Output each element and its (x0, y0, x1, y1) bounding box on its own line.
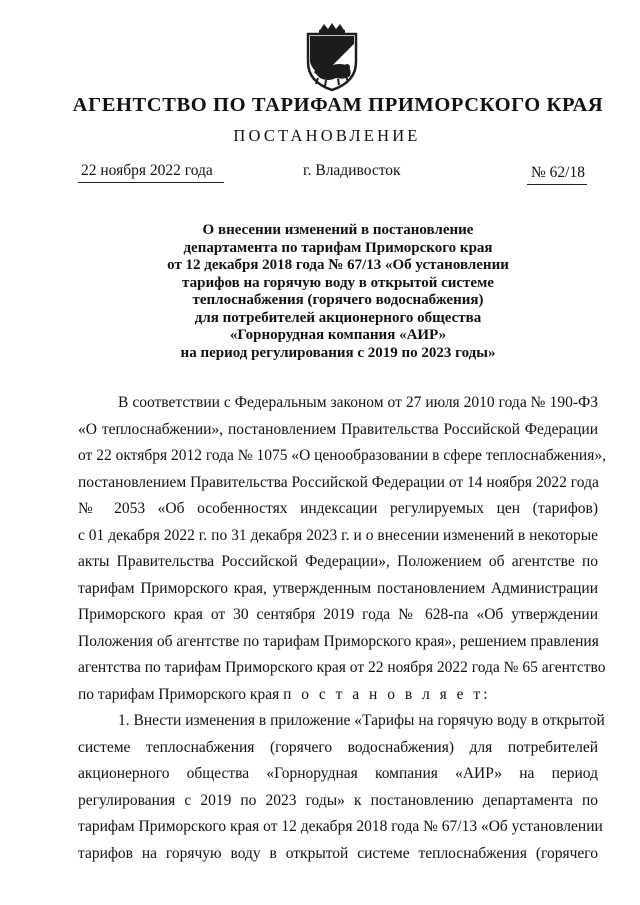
body-line: постановлением Правительства Российской Федерации от 14 ноября 2022 года (78, 473, 599, 491)
title-line: тарифов на горячую воду в открытой системе (182, 274, 494, 291)
title-line: от 12 декабря 2018 года № 67/13 «Об установлении (167, 257, 509, 273)
document-number: № 62/18 (531, 164, 585, 181)
coat-of-arms-emblem (300, 22, 364, 94)
agency-name: АГЕНТСТВО ПО ТАРИФАМ ПРИМОРСКОГО КРАЯ (72, 94, 604, 116)
title-line: на период регулирования с 2019 по 2023 годы» (180, 344, 496, 361)
document-body (78, 390, 606, 867)
document-type: ПОСТАНОВЛЕНИЕ (233, 126, 421, 145)
body-line: 1. Внести изменения в приложение «Тарифы на горячую воду в открытой (118, 712, 605, 729)
body-line: тарифов на горячую воду в открытой системе теплоснабжения (горячего (78, 844, 598, 862)
document-city: г. Владивосток (303, 162, 401, 179)
date-underline (78, 182, 224, 183)
number-underline (527, 184, 587, 185)
body-line: Приморского края от 30 сентября 2019 года № 628-па «Об утверждении (78, 606, 598, 623)
body-line: акционерного общества «Горнорудная компания «АИР» на период (78, 765, 598, 782)
body-line: регулирования с 2019 по 2023 годы» к постановлению департамента по (78, 791, 598, 809)
body-line: агентства по тарифам Приморского края от 22 ноября 2022 года № 65 агентство (78, 659, 606, 676)
body-line: «О теплоснабжении», постановлением Правительства Российской Федерации (78, 420, 598, 438)
body-line: системе теплоснабжения (горячего водоснабжения) для потребителей (78, 738, 598, 756)
body-line: № 2053 «Об особенностях индексации регулируемых цен (тарифов) (78, 500, 598, 517)
decree-word: п о с т а н о в л я е т: (283, 685, 491, 703)
title-line: «Горнорудная компания «АИР» (229, 327, 447, 343)
title-line: департамента по тарифам Приморского края (183, 239, 493, 256)
document-date: 22 ноября 2022 года (81, 162, 213, 179)
body-line-decree (78, 682, 598, 709)
body-line-text: по тарифам Приморского края (78, 685, 280, 703)
document-title (0, 222, 640, 362)
body-line: акты Правительства Российской Федерации», Положением об агентстве по (78, 553, 598, 570)
body-line: от 22 октября 2012 года № 1075 «О ценообразовании в сфере теплоснабжения», (78, 447, 606, 464)
title-line: для потребителей акционерного общества (194, 309, 482, 326)
body-line: Положения об агентстве по тарифам Приморского края», решением правления (78, 632, 599, 650)
title-line: О внесении изменений в постановление (202, 222, 474, 238)
body-line: В соответствии с Федеральным законом от 27 июля 2010 года № 190-ФЗ (118, 394, 598, 411)
body-line: с 01 декабря 2022 г. по 31 декабря 2023 г. и о внесении изменений в некоторые (78, 526, 598, 544)
body-line: тарифам Приморского края от 12 декабря 2018 года № 67/13 «Об установлении (78, 818, 603, 835)
body-line: тарифам Приморского края, утвержденным постановлением Администрации (78, 579, 598, 597)
title-line: теплоснабжения (горячего водоснабжения) (192, 292, 484, 308)
